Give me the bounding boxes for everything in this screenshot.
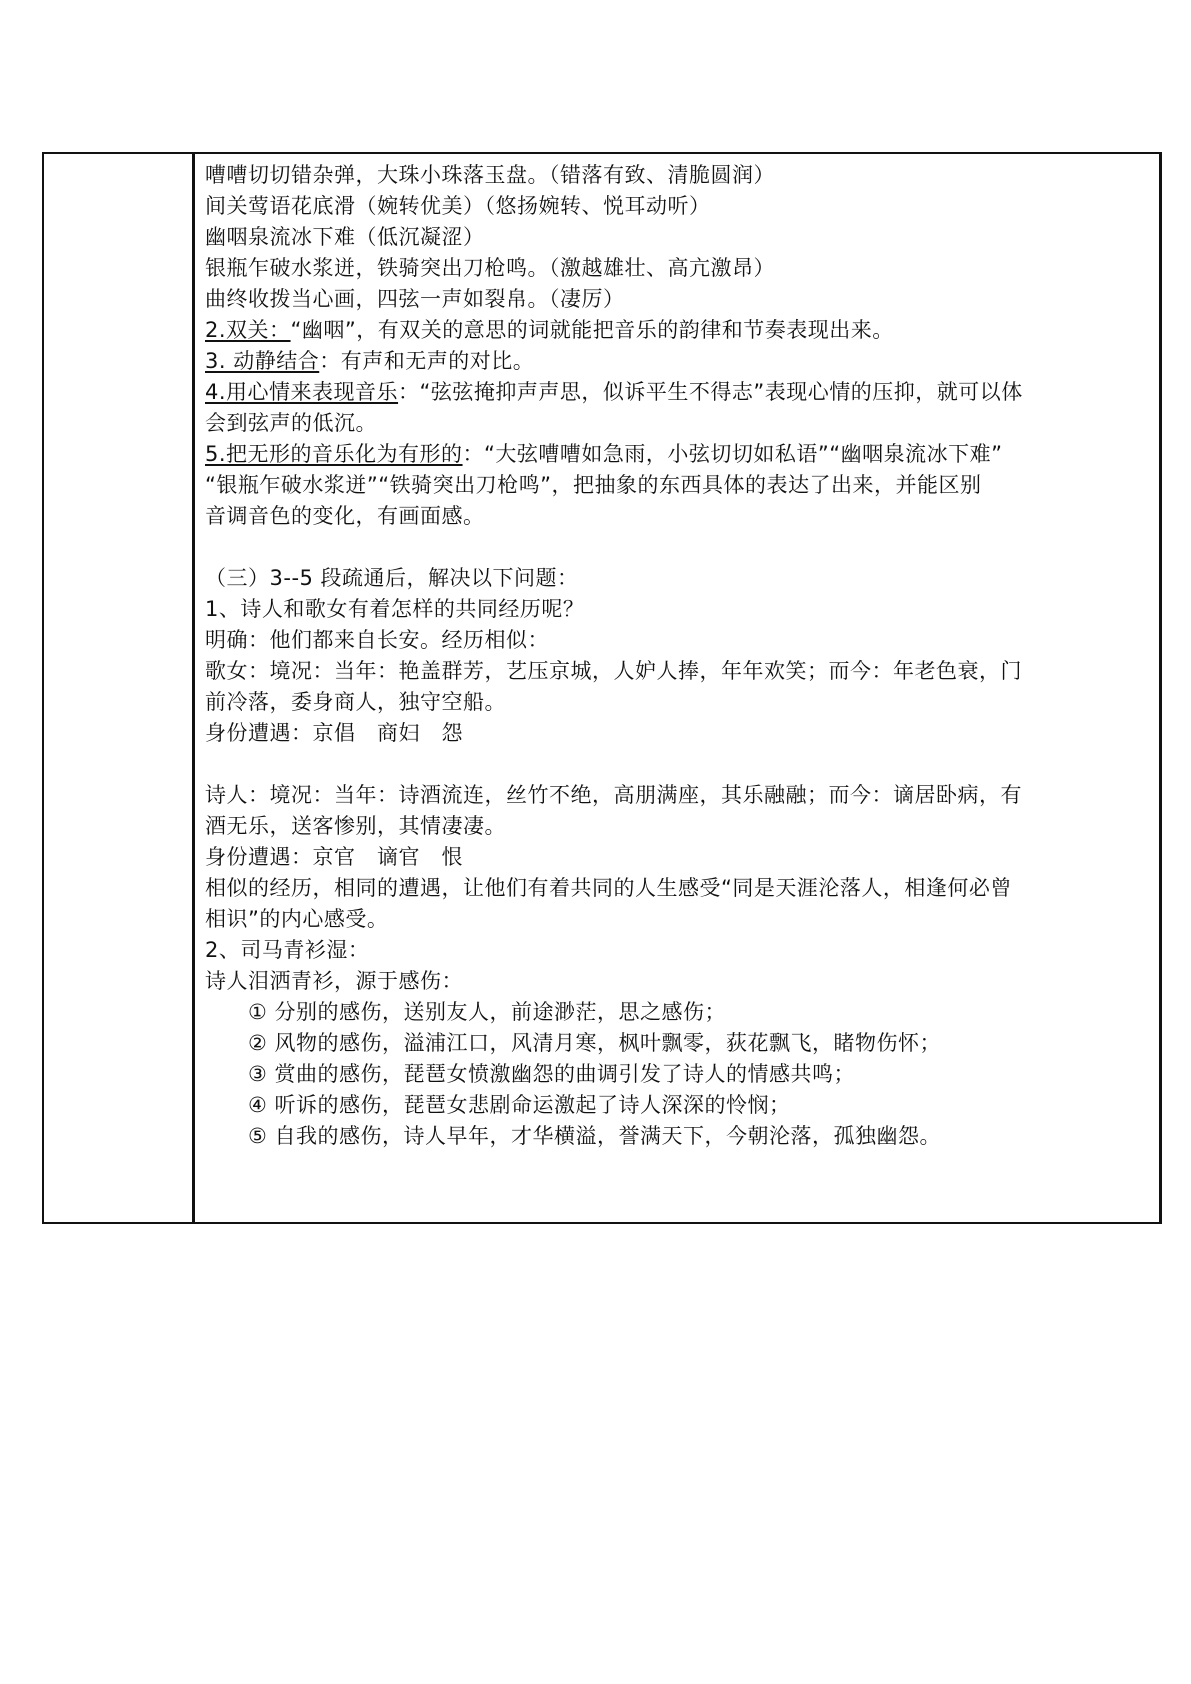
point-heading: 4.用心情来表现音乐 — [205, 380, 399, 404]
point-text: ：有声和无声的对比。 — [319, 349, 535, 373]
text-line — [205, 346, 1160, 376]
text-line: 间关莺语花底滑（婉转优美）（悠扬婉转、悦耳动听） — [205, 194, 711, 218]
text-line: “银瓶乍破水浆迸”“铁骑突出刀枪鸣”，把抽象的东西具体的表达了出来，并能区别 — [205, 473, 982, 497]
text-line — [205, 377, 1160, 407]
text-line: 身份遭遇：京官 谪官 恨 — [205, 845, 463, 869]
point-text: ：“大弦嘈嘈如急雨，小弦切切如私语”“幽咽泉流冰下难” — [462, 442, 1003, 466]
list-item: ③ 赏曲的感伤，琵琶女愤激幽怨的曲调引发了诗人的情感共鸣； — [248, 1062, 855, 1086]
table-top-border — [42, 152, 1162, 154]
point-heading: 2.双关： — [205, 318, 291, 342]
text-line: 会到弦声的低沉。 — [205, 411, 377, 435]
text-line: 前冷落，委身商人，独守空船。 — [205, 690, 506, 714]
table-bottom-border — [42, 1222, 1162, 1224]
list-item: ④ 听诉的感伤，琵琶女悲剧命运激起了诗人深深的怜悯； — [248, 1093, 791, 1117]
text-line: 相似的经历，相同的遭遇，让他们有着共同的人生感受“同是天涯沦落人，相逢何必曾 — [205, 876, 1012, 900]
text-line: 明确：他们都来自长安。经历相似： — [205, 628, 549, 652]
text-line: 诗人泪洒青衫，源于感伤： — [205, 969, 463, 993]
point-heading: 3. 动静结合 — [205, 349, 320, 373]
point-heading: 5.把无形的音乐化为有形的 — [205, 442, 463, 466]
text-line: 身份遭遇：京倡 商妇 怨 — [205, 721, 463, 745]
text-line: 诗人：境况：当年：诗酒流连，丝竹不绝，高朋满座，其乐融融；而今：谪居卧病，有 — [205, 783, 1022, 807]
section-heading: （三）3--5 段疏通后，解决以下问题： — [205, 566, 579, 590]
list-item: ⑤ 自我的感伤，诗人早年，才华横溢，誉满天下，今朝沦落，孤独幽怨。 — [248, 1124, 941, 1148]
text-line — [205, 315, 1160, 345]
point-text: ：“弦弦掩抑声声思，似诉平生不得志”表现心情的压抑，就可以体 — [398, 380, 1023, 404]
text-line: 曲终收拨当心画，四弦一声如裂帛。（凄厉） — [205, 287, 625, 311]
text-line: 音调音色的变化，有画面感。 — [205, 504, 485, 528]
question: 1、诗人和歌女有着怎样的共同经历呢？ — [205, 597, 585, 621]
list-item: ① 分别的感伤，送别友人，前途渺茫，思之感伤； — [248, 1000, 726, 1024]
text-line: 酒无乐，送客惨别，其情凄凄。 — [205, 814, 506, 838]
text-line: 歌女：境况：当年：艳盖群芳，艺压京城，人妒人捧，年年欢笑；而今：年老色衰，门 — [205, 659, 1022, 683]
text-line: 嘈嘈切切错杂弹，大珠小珠落玉盘。（错落有致、清脆圆润） — [205, 163, 775, 187]
point-text: “幽咽”，有双关的意思的词就能把音乐的韵律和节奏表现出来。 — [290, 318, 894, 342]
text-line: 银瓶乍破水浆迸，铁骑突出刀枪鸣。（激越雄壮、高亢激昂） — [205, 256, 775, 280]
column-divider — [192, 152, 195, 1224]
text-line: 幽咽泉流冰下难（低沉凝涩） — [205, 225, 485, 249]
question: 2、司马青衫湿： — [205, 938, 370, 962]
text-line: 相识”的内心感受。 — [205, 907, 389, 931]
table-left-border — [42, 152, 44, 1224]
list-item: ② 风物的感伤，溢浦江口，风清月寒，枫叶飘零，荻花飘飞，睹物伤怀； — [248, 1031, 941, 1055]
text-line — [205, 439, 1160, 469]
